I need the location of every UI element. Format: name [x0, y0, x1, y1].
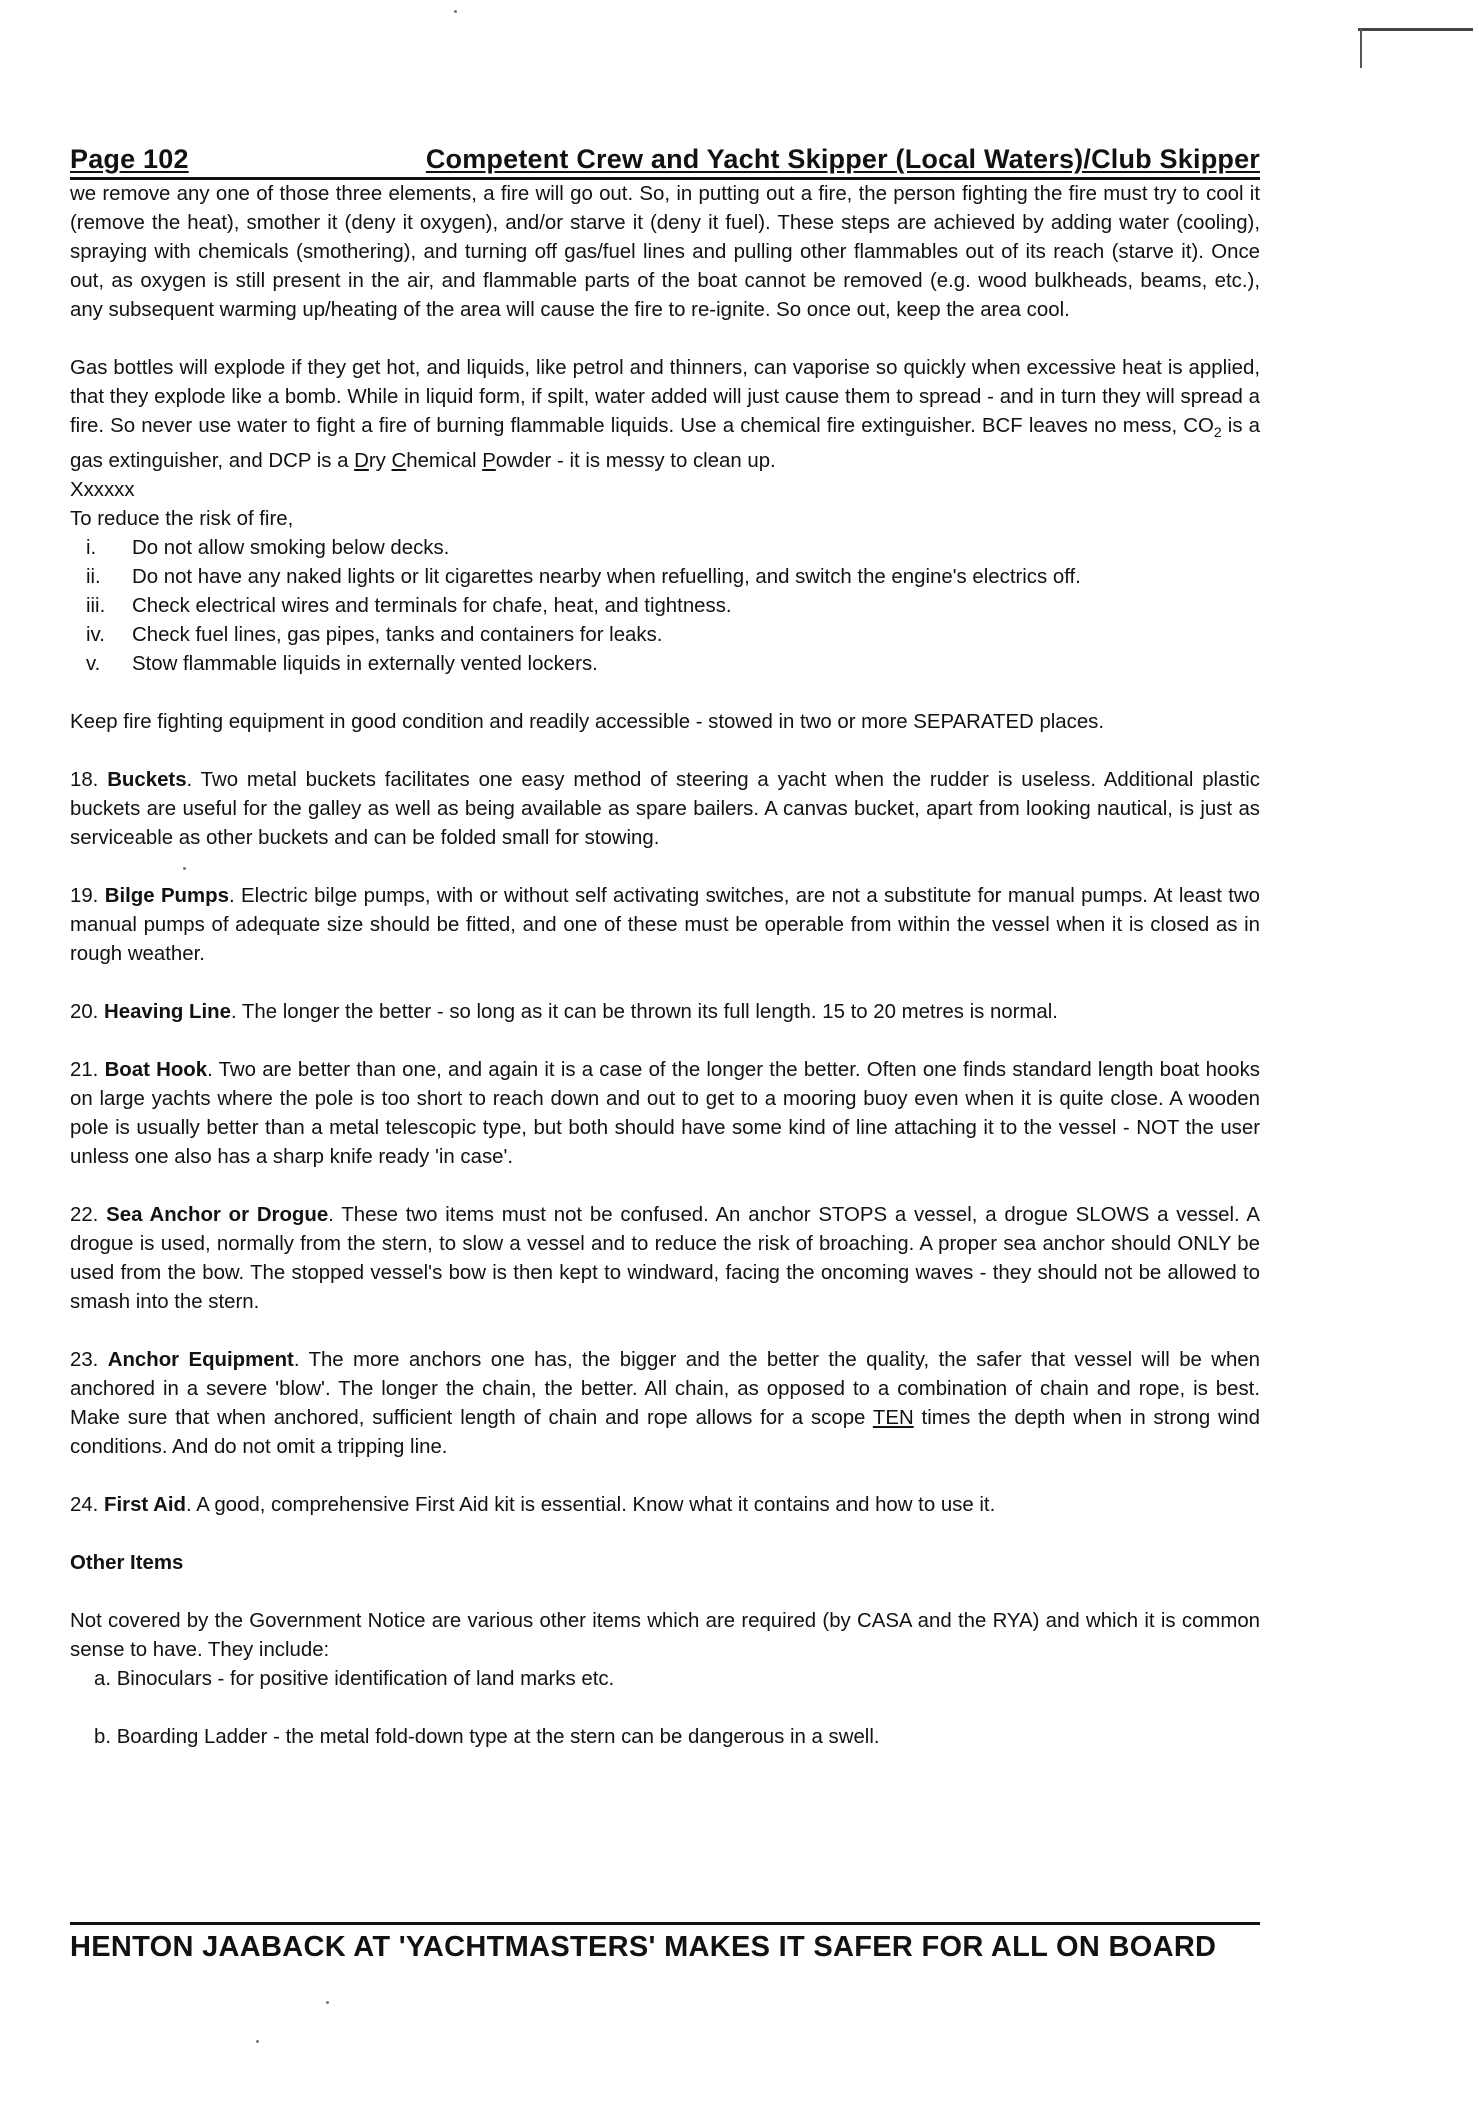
- gas-bottles-paragraph: [70, 354, 1260, 476]
- list-marker: b.: [94, 1726, 112, 1749]
- page-footer: HENTON JAABACK AT 'YACHTMASTERS' MAKES IT SAFER FOR ALL ON BOARD: [70, 1922, 1260, 1964]
- body-text: [70, 180, 1260, 1752]
- item-number: 24.: [70, 1494, 99, 1517]
- item-number: 20.: [70, 1001, 99, 1024]
- item-number: 18.: [70, 769, 99, 792]
- item-heading: Boat Hook: [104, 1059, 208, 1082]
- list-marker: a.: [94, 1668, 112, 1691]
- list-item: [70, 563, 1260, 592]
- dry-initial: D: [354, 450, 369, 473]
- item-text-2: times the depth when in strong wind conditions. And do not omit a tripping line.: [70, 1407, 1260, 1459]
- fire-elements-paragraph: we remove any one of those three elements, a fire will go out. So, in putting out a fire, the person fighting the fire must try to cool it (remove the heat), smother it (deny it oxygen), and/or starve it (deny it fuel). These steps are achieved by adding water (cooling), spraying with chemicals (smothering), and turning off gas/fuel lines and pulling other flammables out of its reach (starve it). Once out, as oxygen is still present in the air, and flammable parts of the boat cannot be removed (e.g. wood bulkheads, beams, etc.), any subsequent warming up/heating of the area will cause the fire to re-ignite. So once out, keep the area cool.: [70, 183, 1260, 321]
- list-marker: i.: [86, 537, 97, 560]
- list-item-text: Check fuel lines, gas pipes, tanks and containers for leaks.: [132, 624, 663, 647]
- list-item-text: Boarding Ladder - the metal fold-down type at the stern can be dangerous in a swell.: [116, 1726, 880, 1749]
- item-buckets: [70, 766, 1260, 853]
- list-item-text: Do not allow smoking below decks.: [132, 537, 450, 560]
- item-heading: First Aid: [104, 1494, 186, 1517]
- list-item-text: Check electrical wires and terminals for chafe, heat, and tightness.: [132, 595, 732, 618]
- item-boat-hook: [70, 1056, 1260, 1172]
- powder-rest: owder - it is messy to clean up.: [495, 450, 776, 473]
- list-item: [70, 592, 1260, 621]
- placeholder-text: Xxxxxx: [70, 479, 135, 502]
- item-text: . The longer the better - so long as it can be thrown its full length. 15 to 20 metres is normal.: [230, 1001, 1058, 1024]
- item-number: 19.: [70, 885, 99, 908]
- item-text: . The more anchors one has, the bigger and the better the quality, the safer that vessel will be when anchored in a severe 'blow'. The longer the chain, the better. All chain, as opposed to a combination of chain and rope, is best. Make sure that when anchored, sufficient length of chain and rope allows for a scope: [70, 1349, 1260, 1430]
- list-item-text: Binoculars - for positive identification of land marks etc.: [116, 1668, 615, 1691]
- page-number: Page 102: [70, 144, 189, 174]
- co2-subscript: 2: [1213, 424, 1222, 441]
- item-anchor-equipment: [70, 1346, 1260, 1462]
- other-items-list: [70, 1665, 1260, 1752]
- other-items-intro: Not covered by the Government Notice are various other items which are required (by CASA and the RYA) and which it is common sense to have. They include:: [70, 1610, 1260, 1662]
- dry-rest: ry: [368, 450, 392, 473]
- item-heading: Sea Anchor or Drogue: [106, 1204, 329, 1227]
- chemical-initial: C: [391, 450, 407, 473]
- scan-speck: [256, 2040, 259, 2043]
- item-heading: Anchor Equipment: [107, 1349, 294, 1372]
- item-text: . Two metal buckets facilitates one easy method of steering a yacht when the rudder is useless. Additional plastic buckets are useful for the galley as well as being available as spare bailers. A canvas bucket, apart from looking nautical, is just as serviceable as other buckets and can be folded small for stowing.: [70, 769, 1260, 850]
- fire-risk-list: [70, 534, 1260, 679]
- list-item: [70, 1723, 1260, 1752]
- list-marker: iv.: [86, 624, 105, 647]
- scan-corner-mark-vertical: [1360, 28, 1362, 68]
- risk-intro: To reduce the risk of fire,: [70, 508, 294, 531]
- item-number: 21.: [70, 1059, 99, 1082]
- item-text: . These two items must not be confused. An anchor STOPS a vessel, a drogue SLOWS a vessel. A drogue is used, normally from the stern, to slow a vessel and to reduce the risk of broaching. A proper sea anchor should ONLY be used from the bow. The stopped vessel's bow is then kept to windward, facing the oncoming waves - they should not be allowed to smash into the stern.: [70, 1204, 1260, 1314]
- gas-bottles-text-2: is a gas extinguisher, and DCP is a: [70, 415, 1260, 473]
- list-item: [70, 650, 1260, 679]
- item-heading: Bilge Pumps: [104, 885, 229, 908]
- item-heaving-line: [70, 998, 1260, 1027]
- scan-speck: [454, 10, 457, 13]
- item-first-aid: [70, 1491, 1260, 1520]
- item-sea-anchor: [70, 1201, 1260, 1317]
- scan-speck: [326, 2001, 329, 2004]
- list-item: [70, 1665, 1260, 1694]
- item-bilge-pumps: [70, 882, 1260, 969]
- scope-emphasis: TEN: [872, 1407, 914, 1430]
- list-item: [70, 534, 1260, 563]
- list-item-text: Stow flammable liquids in externally vented lockers.: [132, 653, 598, 676]
- keep-equipment-paragraph: Keep fire fighting equipment in good condition and readily accessible - stowed in two or more SEPARATED places.: [70, 711, 1105, 734]
- item-heading: Buckets: [107, 769, 187, 792]
- document-title: Competent Crew and Yacht Skipper (Local Waters)/Club Skipper: [425, 144, 1260, 174]
- other-items-heading: Other Items: [70, 1552, 184, 1575]
- powder-initial: P: [482, 450, 496, 473]
- page-header: [70, 146, 1260, 180]
- item-text: . Two are better than one, and again it is a case of the longer the better. Often one finds standard length boat hooks on large yachts where the pole is too short to reach down and out to get to a mooring buoy even when it is quite close. A wooden pole is usually better than a metal telescopic type, but both should have some kind of line attaching it to the vessel - NOT the user unless one also has a sharp knife ready 'in case'.: [70, 1059, 1260, 1169]
- item-number: 22.: [70, 1204, 99, 1227]
- list-marker: v.: [86, 653, 101, 676]
- item-number: 23.: [70, 1349, 99, 1372]
- gas-bottles-text: Gas bottles will explode if they get hot, and liquids, like petrol and thinners, can vaporise so quickly when excessive heat is applied, that they explode like a bomb. While in liquid form, if spilt, water added will just cause them to spread - and in turn they will spread a fire. So never use water to fight a fire of burning flammable liquids. Use a chemical fire extinguisher. BCF leaves no mess, CO: [70, 357, 1260, 437]
- item-text: . Electric bilge pumps, with or without self activating switches, are not a substitute for manual pumps. At least two manual pumps of adequate size should be fitted, and one of these must be operable from within the vessel when it is closed as in rough weather.: [70, 885, 1260, 966]
- item-heading: Heaving Line: [104, 1001, 231, 1024]
- list-marker: ii.: [86, 566, 101, 589]
- document-page: [70, 146, 1260, 1752]
- chemical-rest: hemical: [406, 450, 483, 473]
- item-text: . A good, comprehensive First Aid kit is essential. Know what it contains and how to use it.: [185, 1494, 996, 1517]
- list-marker: iii.: [86, 595, 106, 618]
- list-item: [70, 621, 1260, 650]
- scan-corner-mark: [1358, 28, 1473, 35]
- list-item-text: Do not have any naked lights or lit cigarettes nearby when refuelling, and switch the engine's electrics off.: [132, 566, 1081, 589]
